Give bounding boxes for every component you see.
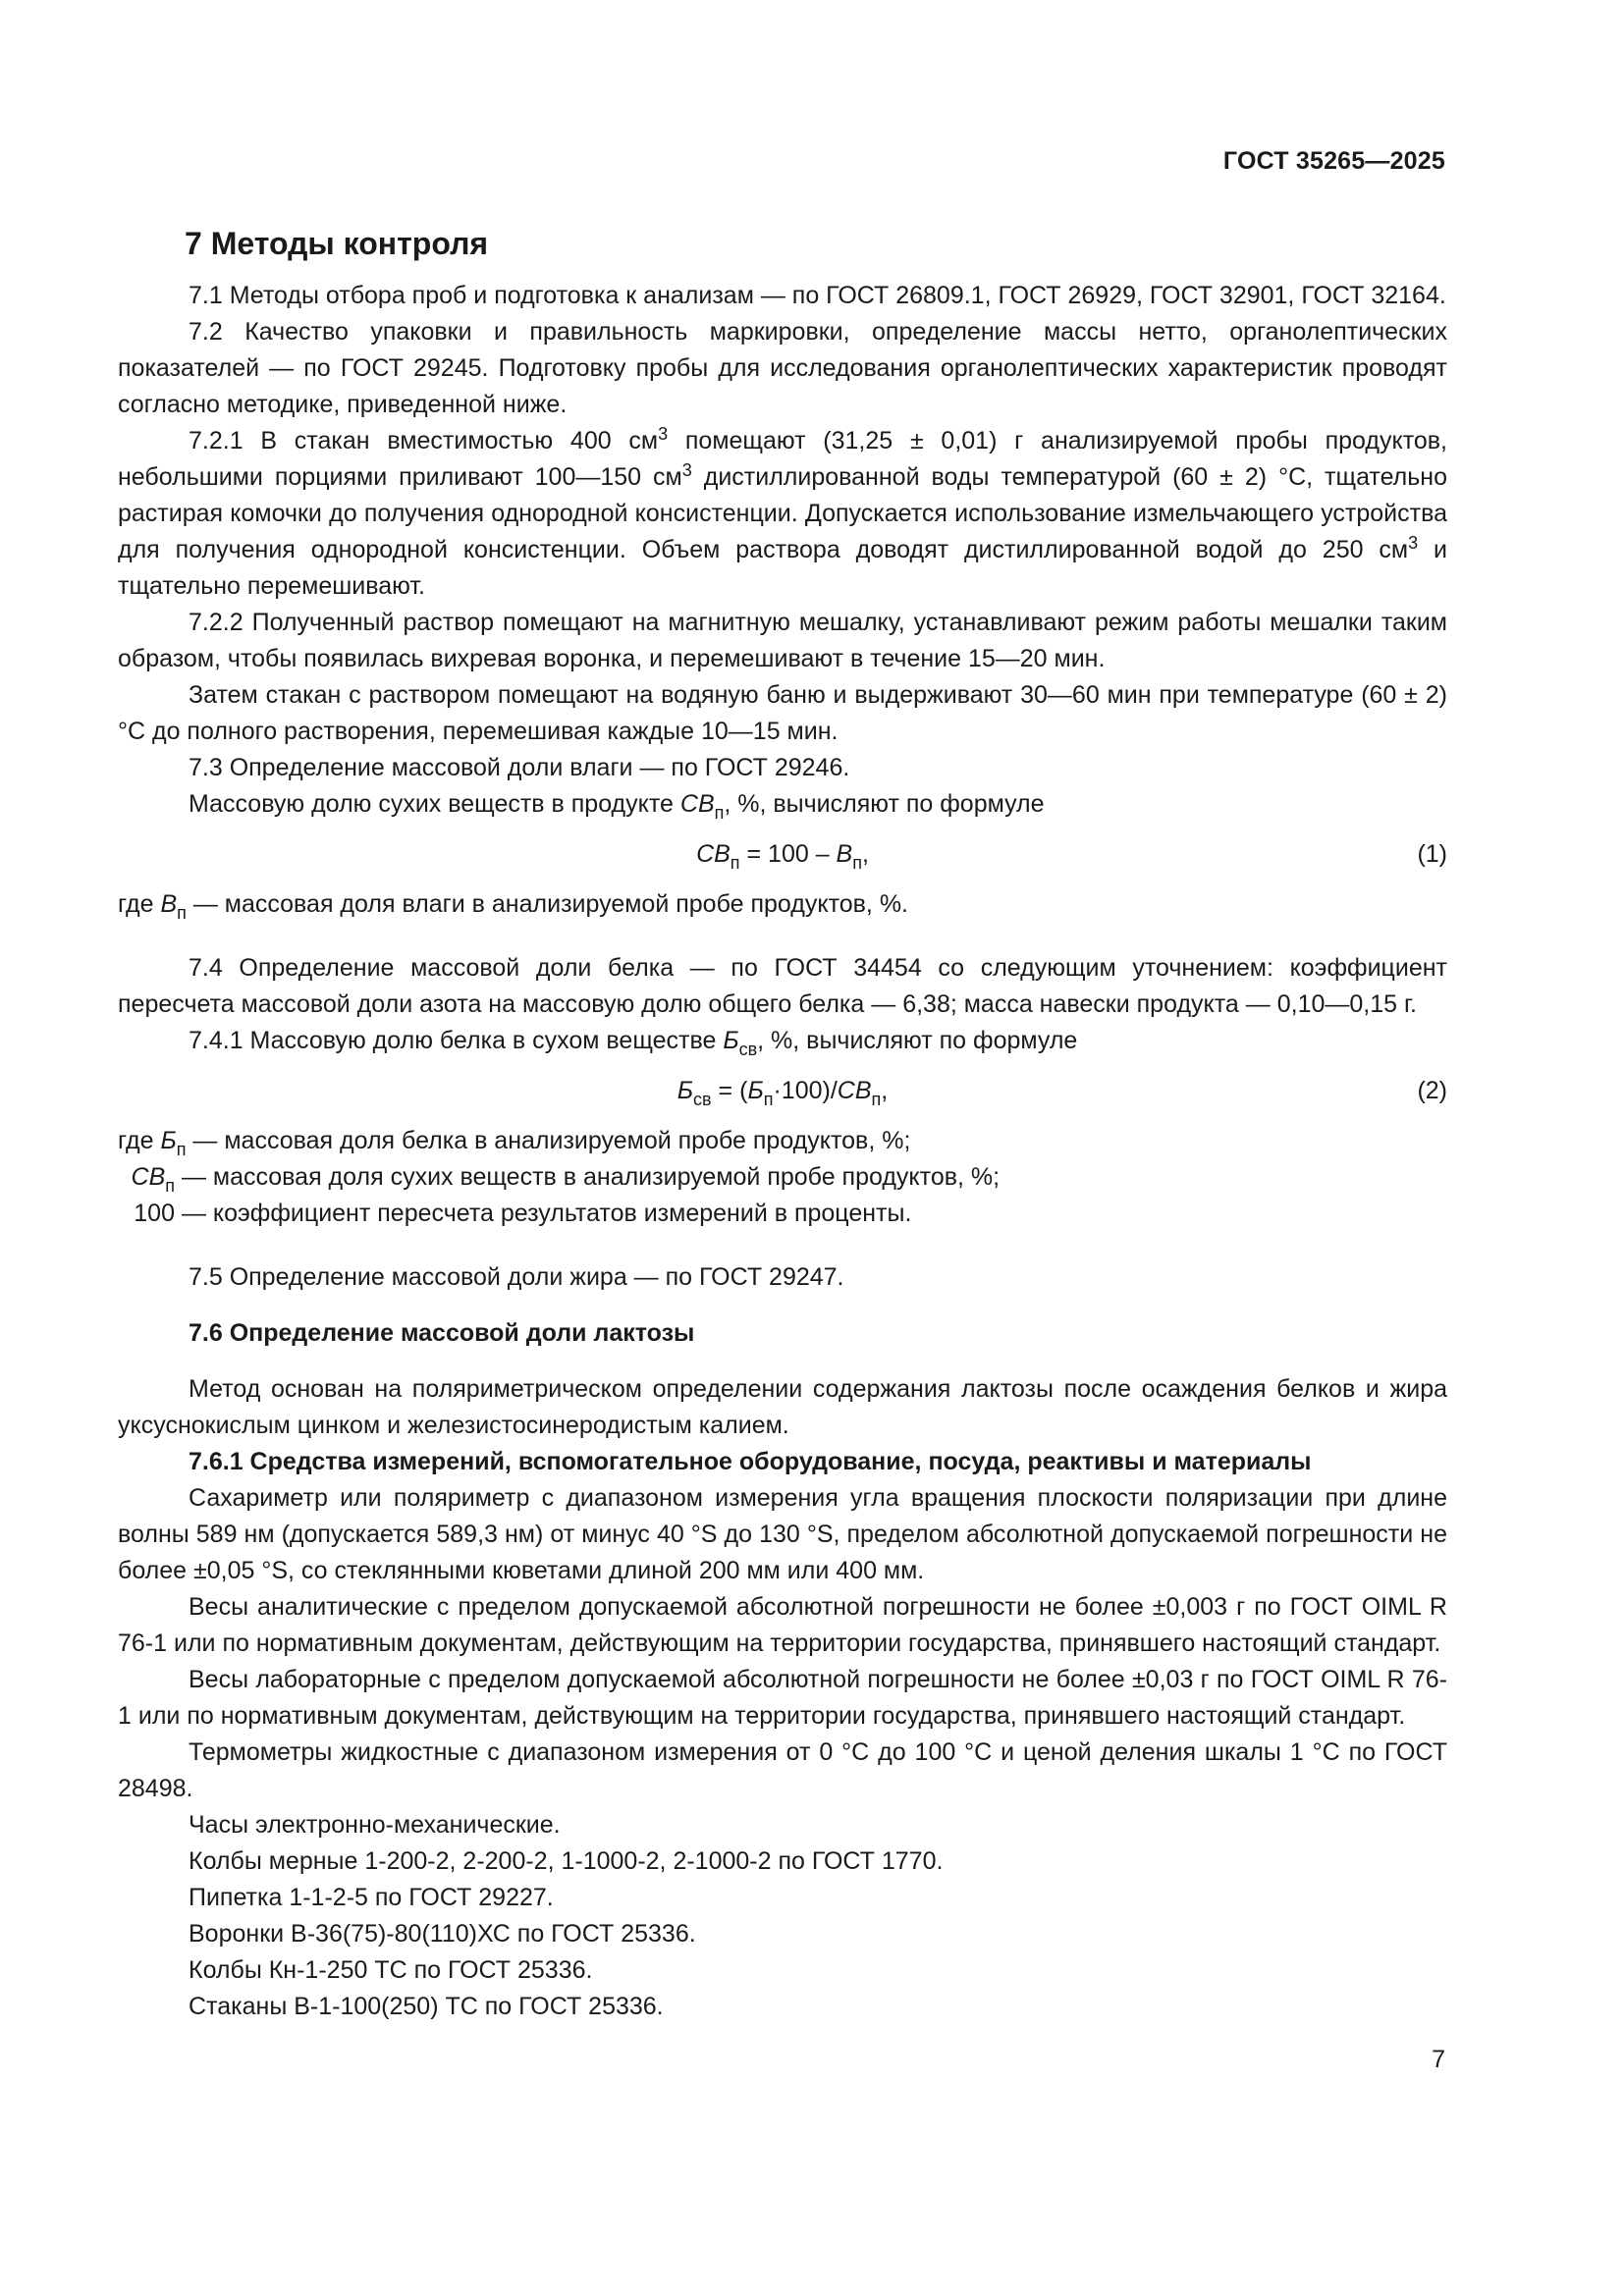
paragraph-7-2-2-continued: Затем стакан с раствором помещают на водяную баню и выдерживают 30—60 мин при температуре (60 ± 2) °С до полного растворения, перемешивая каждые 10—15 мин. [118, 681, 1447, 745]
formula-2: $Б_{св} = (Б_п\cdot 100)/СВ_п$, (2) [118, 1073, 1447, 1109]
paragraph-saccharimeter: Сахариметр или поляриметр с диапазоном измерения угла вращения плоскости поляризации при длине волны 589 нм (допускается 589,3 нм) от минус 40 °S до 130 °S, пределом абсолютной допускаемой погрешности не более ±0,05 °S, со стеклянными кюветами длиной 200 мм или 400 мм. [118, 1484, 1447, 1584]
section-title: 7 Методы контроля [185, 226, 489, 261]
paragraph-7-5: 7.5 Определение массовой доли жира — по ГОСТ 29247. [189, 1263, 844, 1291]
paragraph-pipette: Пипетка 1-1-2-5 по ГОСТ 29227. [189, 1884, 554, 1911]
legend-item: $СВ_п$ — массовая доля сухих веществ в анализируемой пробе продуктов, %; [131, 1163, 1001, 1196]
page-number: 7 [1432, 2046, 1445, 2073]
formula-1: $СВ_п = 100 - В_п$, (1) [118, 836, 1447, 873]
subsection-title-7-6: 7.6 Определение массовой доли лактозы [189, 1319, 695, 1347]
paragraph-laboratory-scales: Весы лабораторные с пределом допускаемой абсолютной погрешности не более ±0,03 г по ГОСТ OIML R 76-1 или по нормативным документам, действующим на территории государства, принявшего настоящий стандарт. [118, 1666, 1447, 1730]
legend-item: где $Б_п$ — массовая доля белка в анализируемой пробе продуктов, %; [118, 1127, 911, 1159]
paragraph-7-4: 7.4 Определение массовой доли белка — по ГОСТ 34454 со следующим уточнением: коэффициент пересчета массовой доли азота на массовую долю общего белка — 6,38; масса навески продукта — 0,10—0,15 г. [118, 954, 1447, 1018]
paragraph-analytical-scales: Весы аналитические с пределом допускаемой абсолютной погрешности не более ±0,003 г по ГОСТ OIML R 76-1 или по нормативным документам, действующим на территории государства, принявшего настоящий стандарт. [118, 1593, 1447, 1657]
paragraph-7-1: 7.1 Методы отбора проб и подготовка к анализам — по ГОСТ 26809.1, ГОСТ 26929, ГОСТ 32901, ГОСТ 32164. [189, 282, 1446, 309]
paragraph-beakers: Стаканы В-1-100(250) ТС по ГОСТ 25336. [189, 1993, 664, 2020]
formula-2-legend [118, 1123, 1447, 1232]
paragraph-funnels: Воронки В-36(75)-80(110)ХС по ГОСТ 25336. [189, 1920, 696, 1948]
standard-code-header: ГОСТ 35265—2025 [1222, 147, 1445, 175]
paragraph-thermometers: Термометры жидкостные с диапазоном измерения от 0 °С до 100 °С и ценой деления шкалы 1 °С по ГОСТ 28498. [118, 1738, 1447, 1802]
paragraph-conical-flasks: Колбы Кн-1-250 ТС по ГОСТ 25336. [189, 1956, 593, 1984]
formula-1-legend: где $В_п$ — массовая доля влаги в анализируемой пробе продуктов, %. [118, 890, 908, 923]
paragraph-volumetric-flasks: Колбы мерные 1-200-2, 2-200-2, 1-1000-2, 2-1000-2 по ГОСТ 1770. [189, 1847, 944, 1875]
formula-number-2: (2) [1417, 1077, 1447, 1104]
paragraph-7-2-1: 7.2.1 В стакан вместимостью 400 $см^3$ помещают (31,25 ± 0,01) г анализируемой пробы продуктов, небольшими порциями приливают 100—150 $см^3$ дистиллированной воды температурой (60 ± 2) °С, тщательно растирая комочки до получения однородной консистенции. Допускается использование измельчающего устройства для получения однородной консистенции. Объем раствора доводят дистиллированной водой до 250 $см^3$ и тщательно перемешивают. [118, 424, 1447, 600]
paragraph-7-6: Метод основан на поляриметрическом определении содержания лактозы после осаждения белков и жира уксуснокислым цинком и железистосинеродистым калием. [118, 1375, 1447, 1439]
page-content [118, 224, 1447, 2025]
paragraph-7-4-1: 7.4.1 Массовую долю белка в сухом веществе $Б_{св}$, %, вычисляют по формуле [189, 1027, 1078, 1059]
legend-item: 100 — коэффициент пересчета результатов измерений в проценты. [134, 1200, 912, 1227]
paragraph-7-2: 7.2 Качество упаковки и правильность маркировки, определение массы нетто, органолептических показателей — по ГОСТ 29245. Подготовку пробы для исследования органолептических характеристик проводят согласно методике, приведенной ниже. [118, 318, 1447, 418]
paragraph-7-2-2: 7.2.2 Полученный раствор помещают на магнитную мешалку, устанавливают режим работы мешалки таким образом, чтобы появилась вихревая воронка, и перемешивают в течение 15—20 мин. [118, 609, 1447, 672]
paragraph-7-3: 7.3 Определение массовой доли влаги — по ГОСТ 29246. [189, 754, 850, 781]
formula-number-1: (1) [1417, 840, 1447, 868]
paragraph-7-3-formula-intro: Массовую долю сухих веществ в продукте $СВ_п$, %, вычисляют по формуле [189, 790, 1045, 823]
paragraph-clock: Часы электронно-механические. [189, 1811, 561, 1839]
subsection-title-7-6-1: 7.6.1 Средства измерений, вспомогательное оборудование, посуда, реактивы и материалы [189, 1448, 1312, 1475]
